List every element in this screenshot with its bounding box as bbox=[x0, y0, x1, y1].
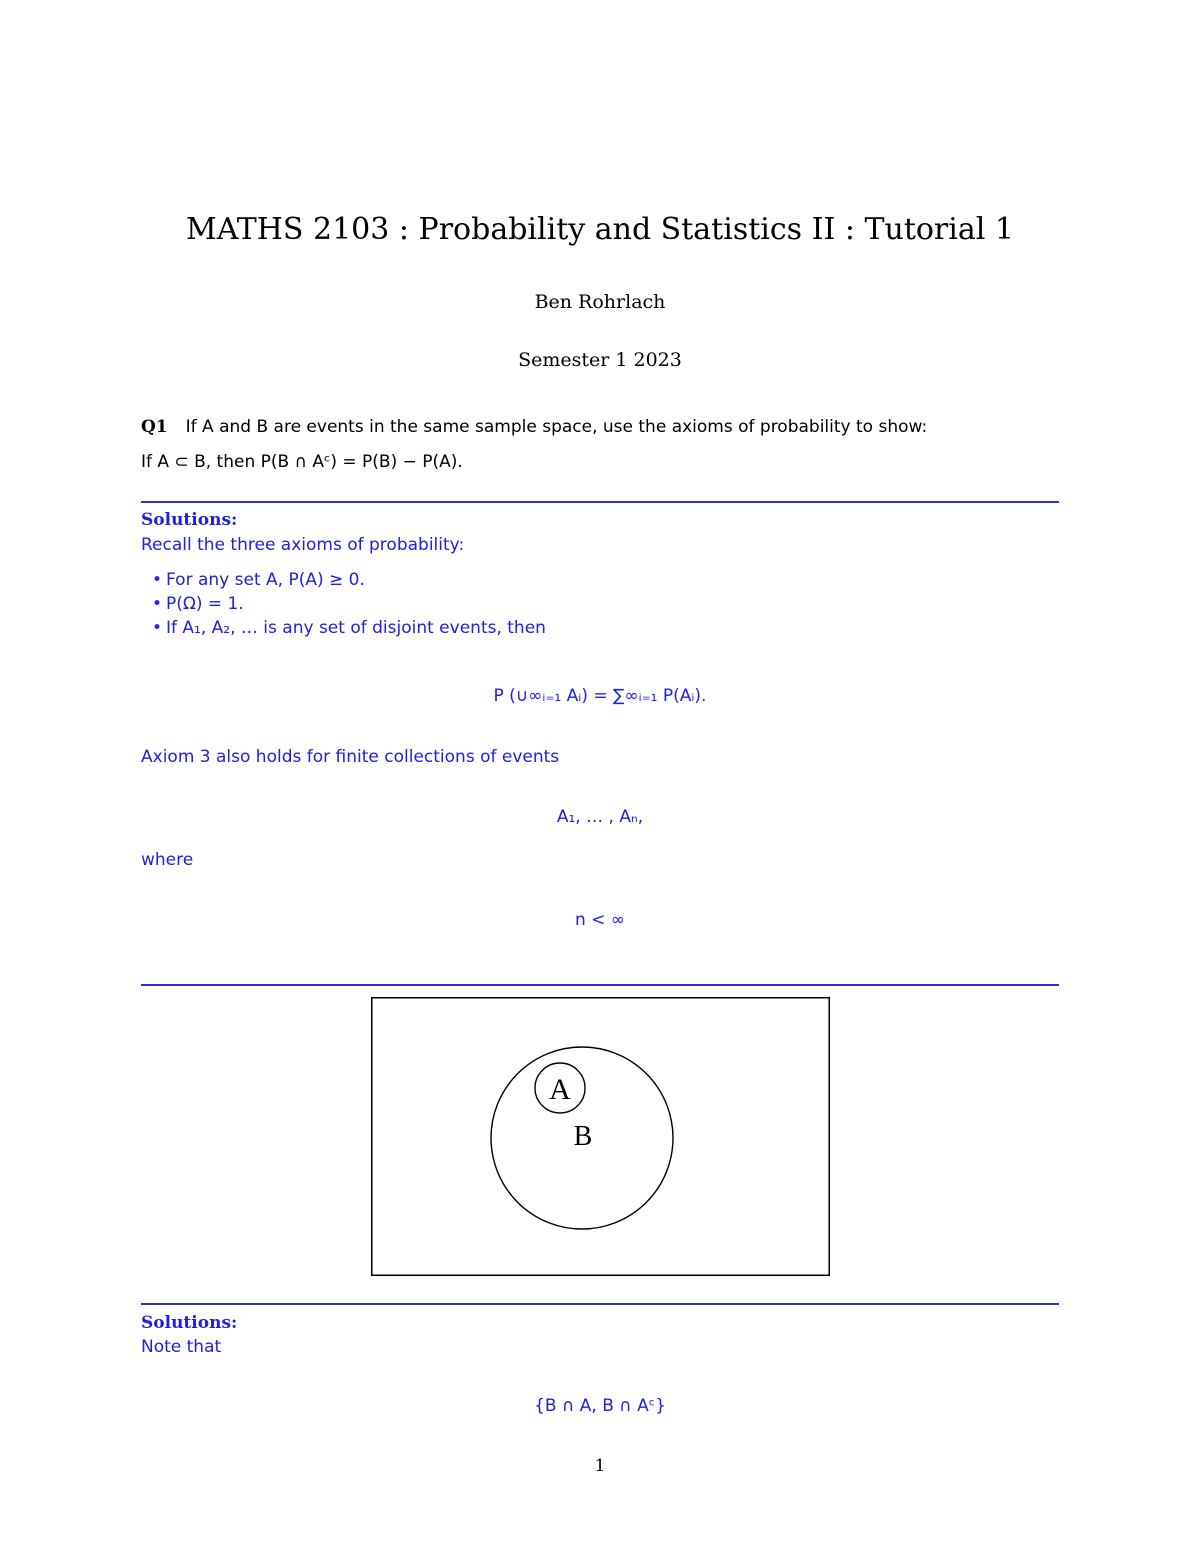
axiom-item: • P(Ω) = 1. bbox=[166, 592, 546, 616]
question-1-statement: If A ⊂ B, then P(B ∩ Aᶜ) = P(B) − P(A). bbox=[141, 452, 463, 472]
finite-note: Axiom 3 also holds for finite collections of events bbox=[141, 747, 560, 767]
semester-label: Semester 1 2023 bbox=[518, 349, 682, 371]
finite-events: A₁, … , Aₙ, bbox=[556, 807, 644, 827]
axiom-list bbox=[166, 568, 546, 640]
axiom-item: • For any set A, P(A) ≥ 0. bbox=[166, 568, 546, 592]
set-b-label: B bbox=[573, 1121, 593, 1152]
solution-divider-bottom bbox=[141, 984, 1059, 986]
question-label: Q1 bbox=[141, 417, 168, 437]
axiom-item: • If A₁, A₂, … is any set of disjoint events, then bbox=[166, 616, 546, 640]
question-1-prompt bbox=[141, 417, 927, 437]
solution-2-heading: Solutions: bbox=[141, 1313, 238, 1333]
partition-set: {B ∩ A, B ∩ Aᶜ} bbox=[534, 1396, 666, 1416]
solution-intro: Recall the three axioms of probability: bbox=[141, 535, 465, 555]
venn-diagram bbox=[371, 997, 830, 1276]
solution-divider-top bbox=[141, 501, 1059, 503]
solution-2-divider bbox=[141, 1303, 1059, 1305]
solution-heading: Solutions: bbox=[141, 510, 238, 530]
finite-condition: n < ∞ bbox=[575, 910, 625, 930]
where-label: where bbox=[141, 850, 194, 870]
solution-2-intro: Note that bbox=[141, 1337, 222, 1357]
axiom-3-formula: P (∪∞ᵢ₌₁ Aᵢ) = ∑∞ᵢ₌₁ P(Aᵢ). bbox=[493, 686, 707, 706]
page-title: MATHS 2103 : Probability and Statistics II : Tutorial 1 bbox=[186, 212, 1014, 247]
author-name: Ben Rohrlach bbox=[534, 291, 666, 313]
set-a-label: A bbox=[549, 1073, 571, 1106]
sample-space-rectangle bbox=[372, 998, 830, 1276]
question-text: If A and B are events in the same sample space, use the axioms of probability to show: bbox=[185, 417, 928, 437]
page-number: 1 bbox=[594, 1456, 606, 1476]
